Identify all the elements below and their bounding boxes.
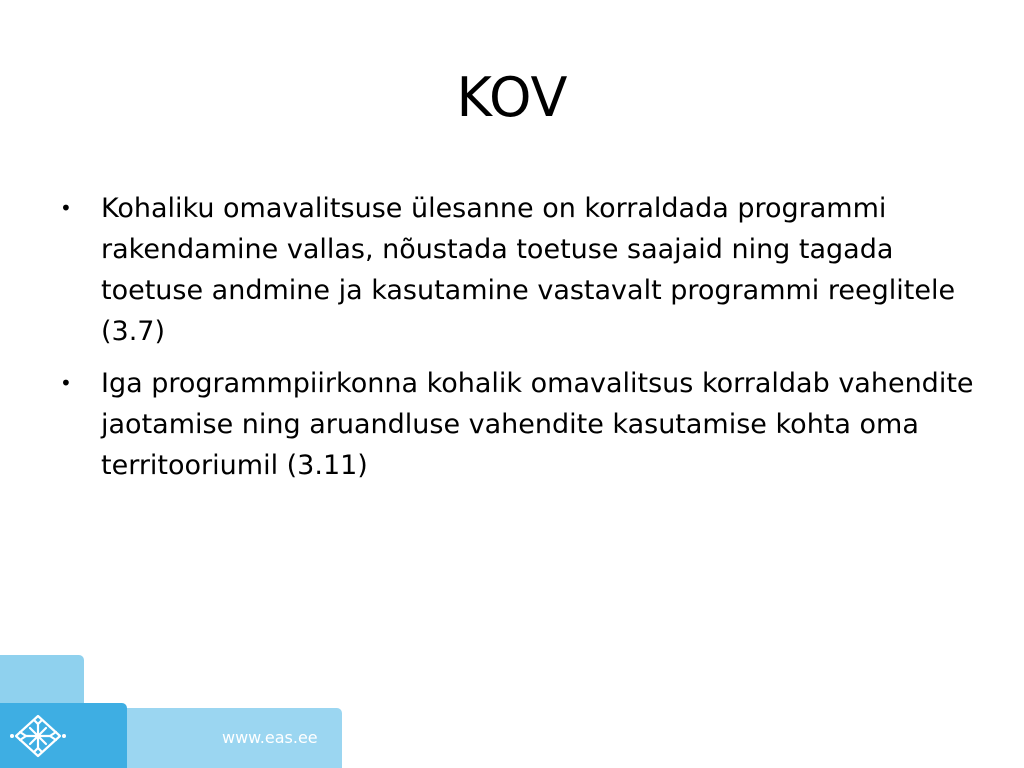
slide-title: KOV [456, 66, 568, 129]
bullet-marker: • [60, 371, 72, 395]
footer-url-link[interactable]: www.eas.ee [222, 728, 318, 747]
eas-snowflake-logo-icon [8, 712, 68, 760]
bullet-text: Iga programmpiirkonna kohalik omavalitsus korraldab vahendite jaotamise ning aruandluse vahendite kasutamise kohta oma territooriumil (3.11) [101, 368, 974, 481]
bullet-item [60, 188, 980, 352]
bullet-text: Kohaliku omavalitsuse ülesanne on korraldada programmi rakendamine vallas, nõustada toetuse saajaid ning tagada toetuse andmine ja kasutamine vastavalt programmi reeglitele (3.7) [101, 193, 956, 347]
bullet-marker: • [60, 196, 72, 220]
bullet-list [60, 188, 980, 497]
bullet-item [60, 363, 980, 486]
